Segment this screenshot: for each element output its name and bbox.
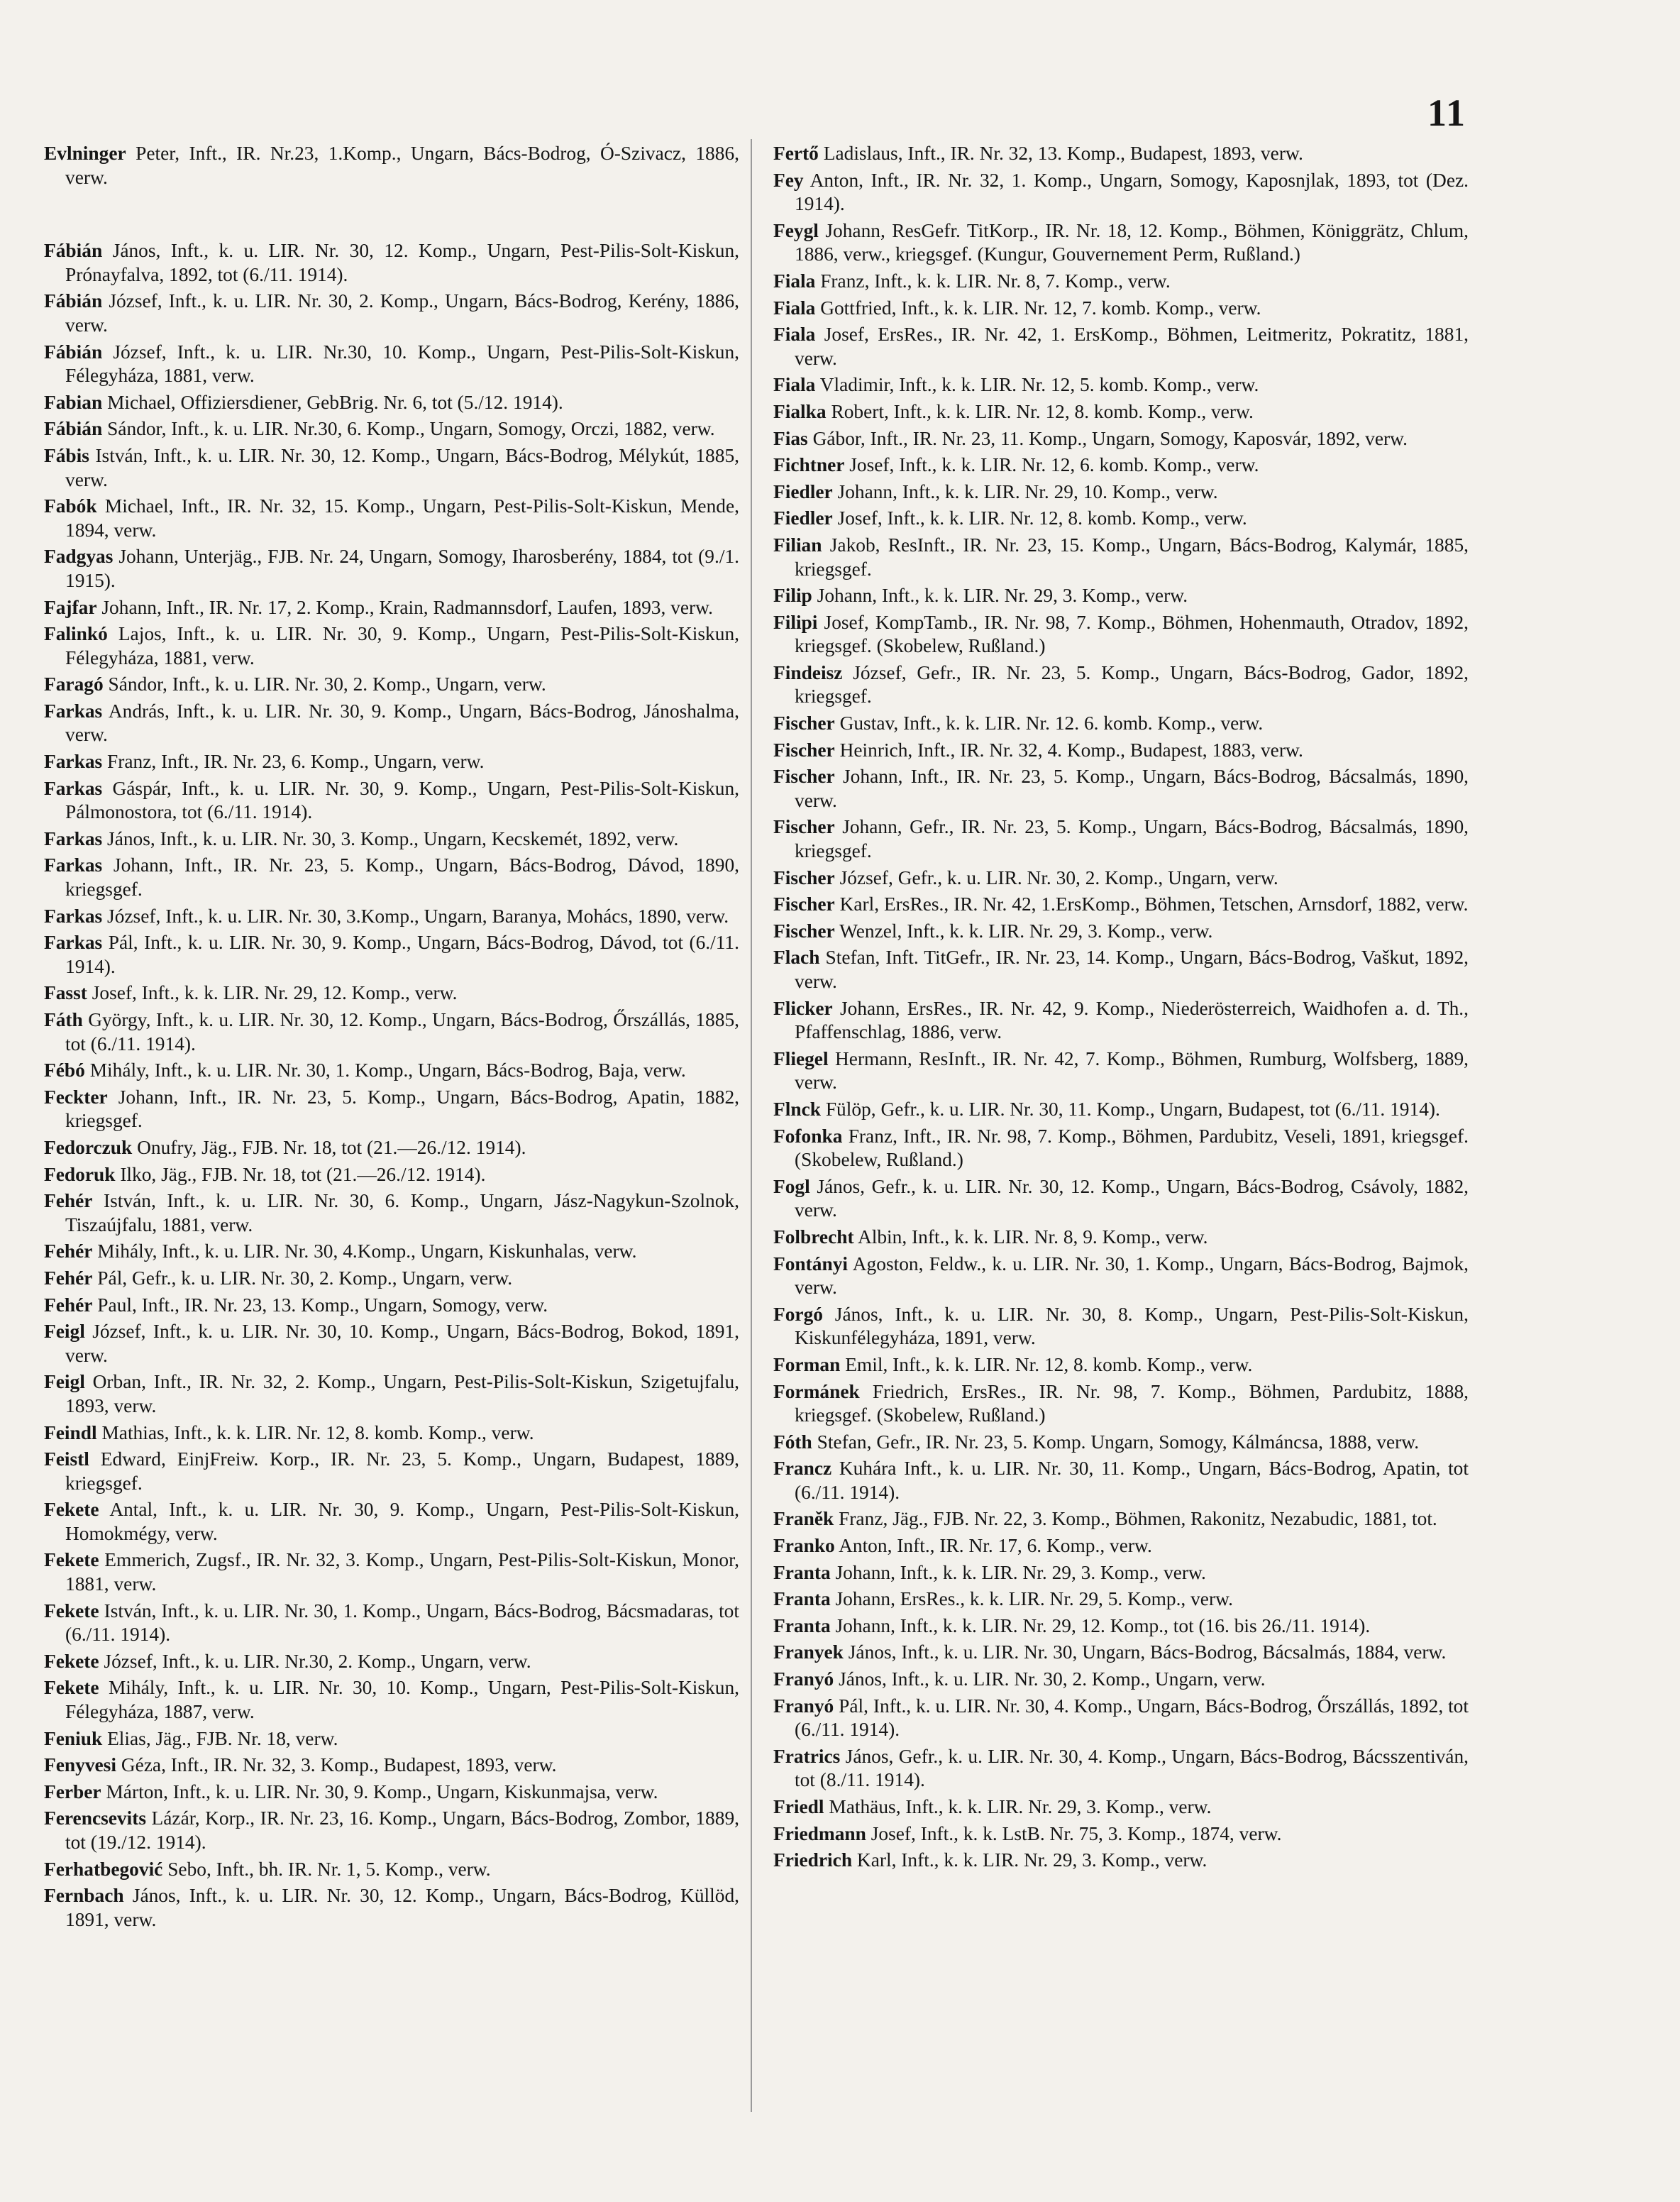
register-entry	[773, 1175, 1469, 1223]
entry-surname: Francz	[773, 1458, 832, 1480]
entry-details: János, Inft., k. u. LIR. Nr. 30, 8. Komp., Ungarn, Pest-Pilis-Solt-Kiskun, Kiskunfélegyháza, 1891, verw.	[795, 1303, 1469, 1349]
entry-surname: Fajfar	[44, 596, 97, 618]
register-entry	[773, 815, 1469, 863]
entry-details: Stefan, Gefr., IR. Nr. 23, 5. Komp. Ungarn, Somogy, Kálmáncsa, 1888, verw.	[817, 1431, 1420, 1453]
entry-surname: Fekete	[44, 1677, 99, 1699]
register-entry	[44, 1240, 739, 1264]
register-entry	[44, 1498, 739, 1546]
register-entry	[773, 1614, 1469, 1639]
register-entry	[44, 981, 739, 1006]
entry-surname: Fábián	[44, 240, 103, 262]
entry-details: Friedrich, ErsRes., IR. Nr. 98, 7. Komp., Böhmen, Pardubitz, 1888, kriegsgef. (Skobelew, Rußland.)	[795, 1380, 1469, 1426]
entry-details: Johann, Gefr., IR. Nr. 23, 5. Komp., Ungarn, Bács-Bodrog, Bácsalmás, 1890, kriegsgef.	[795, 816, 1469, 862]
entry-surname: Fehér	[44, 1240, 93, 1262]
register-entry	[44, 596, 739, 620]
register-entry	[773, 1047, 1469, 1095]
entry-surname: Fóth	[773, 1431, 812, 1453]
entry-surname: Farkas	[44, 932, 103, 954]
entry-details: Lázár, Korp., IR. Nr. 23, 16. Komp., Ungarn, Bács-Bodrog, Zombor, 1889, tot (19./12. 1914).	[65, 1807, 739, 1853]
entry-surname: Feckter	[44, 1086, 108, 1108]
register-entry	[773, 453, 1469, 478]
entry-details: Albin, Inft., k. k. LIR. Nr. 8, 9. Komp., verw.	[857, 1226, 1208, 1248]
register-entry	[44, 1136, 739, 1160]
register-entry	[44, 1676, 739, 1724]
register-entry	[773, 1353, 1469, 1377]
entry-details: Emil, Inft., k. k. LIR. Nr. 12, 8. komb. Komp., verw.	[845, 1353, 1253, 1375]
entry-details: Edward, EinjFreiw. Korp., IR. Nr. 23, 5. Komp., Ungarn, Budapest, 1889, kriegsgef.	[65, 1448, 739, 1494]
entry-details: Sándor, Inft., k. u. LIR. Nr.30, 6. Komp., Ungarn, Somogy, Orczi, 1882, verw.	[107, 418, 715, 440]
entry-details: Johann, Inft., k. k. LIR. Nr. 29, 3. Komp., verw.	[835, 1561, 1206, 1583]
entry-details: János, Inft., k. u. LIR. Nr. 30, 2. Komp., Ungarn, verw.	[839, 1668, 1266, 1690]
entry-details: Franz, Jäg., FJB. Nr. 22, 3. Komp., Böhmen, Rakonitz, Nezabudic, 1881, tot.	[839, 1508, 1437, 1530]
register-entry	[44, 622, 739, 670]
register-entry	[773, 1745, 1469, 1793]
register-entry	[773, 323, 1469, 370]
register-entry	[773, 1668, 1469, 1692]
entry-details: Anton, Inft., IR. Nr. 17, 6. Komp., verw.	[839, 1535, 1152, 1557]
entry-surname: Fratrics	[773, 1745, 841, 1767]
entry-details: János, Gefr., k. u. LIR. Nr. 30, 4. Komp., Ungarn, Bács-Bodrog, Bácsszentiván, tot (8./11. 1914).	[795, 1745, 1469, 1791]
entry-details: Josef, ErsRes., IR. Nr. 42, 1. ErsKomp., Böhmen, Leitmeritz, Pokratitz, 1881, verw.	[795, 324, 1469, 369]
entry-surname: Fischer	[773, 920, 835, 942]
entry-details: Anton, Inft., IR. Nr. 32, 1. Komp., Ungarn, Somogy, Kaposnjlak, 1893, tot (Dez. 1914).	[795, 169, 1469, 215]
register-entry	[44, 1548, 739, 1596]
entry-surname: Fialka	[773, 400, 827, 422]
register-entry	[44, 1780, 739, 1805]
entry-surname: Fogl	[773, 1175, 810, 1197]
entry-details: János, Inft., k. u. LIR. Nr. 30, 3. Komp., Ungarn, Kecskemét, 1892, verw.	[107, 827, 679, 849]
entry-surname: Fekete	[44, 1650, 99, 1672]
register-entry	[44, 1807, 739, 1854]
entry-details: Robert, Inft., k. k. LIR. Nr. 12, 8. komb. Komp., verw.	[831, 400, 1254, 422]
entry-details: Michael, Inft., IR. Nr. 32, 15. Komp., Ungarn, Pest-Pilis-Solt-Kiskun, Mende, 1894, verw.	[65, 495, 739, 541]
entry-surname: Feindl	[44, 1421, 97, 1443]
register-entry	[773, 373, 1469, 397]
register-entry	[773, 427, 1469, 451]
left-column	[44, 142, 739, 1934]
entry-details: Johann, ErsRes., k. k. LIR. Nr. 29, 5. Komp., verw.	[835, 1588, 1233, 1610]
register-entry	[773, 480, 1469, 505]
entry-details: Emmerich, Zugsf., IR. Nr. 32, 3. Komp., Ungarn, Pest-Pilis-Solt-Kiskun, Monor, 1881, verw.	[65, 1549, 739, 1595]
entry-surname: Fofonka	[773, 1125, 843, 1147]
entry-surname: Fiala	[773, 270, 816, 292]
entry-surname: Feigl	[44, 1371, 85, 1393]
entry-details: Stefan, Inft. TitGefr., IR. Nr. 23, 14. Komp., Ungarn, Bács-Bodrog, Vaškut, 1892, verw.	[795, 947, 1469, 992]
register-entry	[773, 1641, 1469, 1665]
entry-surname: Fey	[773, 169, 804, 191]
entry-details: Karl, Inft., k. k. LIR. Nr. 29, 3. Komp., verw.	[856, 1849, 1208, 1871]
register-entry	[773, 297, 1469, 321]
register-entry	[44, 1189, 739, 1237]
entry-details: Johann, Unterjäg., FJB. Nr. 24, Ungarn, Somogy, Iharosberény, 1884, tot (9./1. 1915).	[65, 546, 739, 591]
entry-details: Fülöp, Gefr., k. u. LIR. Nr. 30, 11. Komp., Ungarn, Budapest, tot (6./11. 1914).	[825, 1098, 1440, 1120]
register-entry	[44, 931, 739, 979]
register-entry	[773, 1125, 1469, 1172]
entry-surname: Franyek	[773, 1641, 844, 1663]
register-entry	[44, 1008, 739, 1056]
entry-surname: Fábián	[44, 418, 103, 440]
register-entry	[773, 1587, 1469, 1612]
entry-details: Karl, ErsRes., IR. Nr. 42, 1.ErsKomp., Böhmen, Tetschen, Arnsdorf, 1882, verw.	[839, 893, 1469, 915]
entry-details: Franz, Inft., IR. Nr. 23, 6. Komp., Ungarn, verw.	[107, 751, 485, 773]
register-entry	[773, 893, 1469, 917]
entry-details: Josef, Inft., k. k. LIR. Nr. 29, 12. Komp., verw.	[92, 982, 458, 1004]
entry-surname: Fehér	[44, 1190, 93, 1212]
entry-details: Mathias, Inft., k. k. LIR. Nr. 12, 8. komb. Komp., verw.	[101, 1421, 534, 1443]
entry-details: Márton, Inft., k. u. LIR. Nr. 30, 9. Komp., Ungarn, Kiskunmajsa, verw.	[106, 1780, 658, 1802]
entry-details: Johann, Inft., IR. Nr. 17, 2. Komp., Krain, Radmannsdorf, Laufen, 1893, verw.	[101, 596, 714, 618]
entry-details: István, Inft., k. u. LIR. Nr. 30, 6. Komp., Ungarn, Jász-Nagykun-Szolnok, Tiszaújfalu, 1881, verw.	[65, 1190, 739, 1235]
entry-surname: Fiala	[773, 324, 816, 346]
register-entry	[773, 1822, 1469, 1846]
entry-details: Lajos, Inft., k. u. LIR. Nr. 30, 9. Komp., Ungarn, Pest-Pilis-Solt-Kiskun, Félegyháza, 1881, verw.	[65, 623, 739, 668]
entry-details: Josef, KompTamb., IR. Nr. 98, 7. Komp., Böhmen, Hohenmauth, Otradov, 1892, kriegsgef. (Skobelew, Rußland.)	[795, 611, 1469, 657]
register-entry	[44, 239, 739, 287]
entry-surname: Farkas	[44, 700, 103, 722]
entry-details: Michael, Offiziersdiener, GebBrig. Nr. 6, tot (5./12. 1914).	[107, 391, 563, 413]
register-entry	[773, 1534, 1469, 1558]
register-entry	[773, 142, 1469, 166]
register-entry	[44, 1267, 739, 1291]
entry-surname: Fischer	[773, 766, 835, 788]
entry-surname: Fedorczuk	[44, 1136, 133, 1158]
column-divider	[751, 139, 752, 2112]
entry-surname: Fasst	[44, 982, 87, 1004]
register-entry	[44, 341, 739, 388]
register-entry	[773, 739, 1469, 763]
register-entry	[773, 1695, 1469, 1742]
entry-surname: Fischer	[773, 866, 835, 888]
register-entry	[773, 169, 1469, 216]
entry-details: Johann, ErsRes., IR. Nr. 42, 9. Komp., Niederösterreich, Waidhofen a. d. Th., Pfaffenschlag, 1886, verw.	[795, 997, 1469, 1043]
entry-surname: Fehér	[44, 1267, 93, 1289]
entry-details: Mihály, Inft., k. u. LIR. Nr. 30, 10. Komp., Ungarn, Pest-Pilis-Solt-Kiskun, Félegyháza, 1887, verw.	[65, 1677, 739, 1723]
entry-details: István, Inft., k. u. LIR. Nr. 30, 1. Komp., Ungarn, Bács-Bodrog, Bácsmadaras, tot (6./11. 1914).	[65, 1600, 739, 1646]
register-entry	[44, 1650, 739, 1674]
entry-details: János, Inft., k. u. LIR. Nr. 30, Ungarn, Bács-Bodrog, Bácsalmás, 1884, verw.	[848, 1641, 1447, 1663]
register-entry	[44, 1754, 739, 1778]
entry-surname: Farkas	[44, 854, 103, 876]
register-entry	[44, 673, 739, 697]
entry-details: Elias, Jäg., FJB. Nr. 18, verw.	[107, 1727, 338, 1749]
entry-surname: Fischer	[773, 816, 835, 838]
register-entry	[44, 1858, 739, 1882]
register-entry	[44, 142, 739, 189]
entry-surname: Fekete	[44, 1600, 99, 1622]
entry-surname: Fliegel	[773, 1047, 829, 1069]
register-entry	[773, 946, 1469, 993]
entry-surname: Filipi	[773, 611, 818, 633]
entry-surname: Fenyvesi	[44, 1754, 116, 1776]
entry-surname: Fáth	[44, 1009, 83, 1030]
register-entry	[773, 1253, 1469, 1300]
register-entry	[773, 765, 1469, 813]
entry-surname: Fábián	[44, 290, 103, 312]
register-entry	[773, 1098, 1469, 1122]
entry-surname: Forgó	[773, 1303, 823, 1325]
register-entry	[773, 534, 1469, 581]
register-entry	[44, 827, 739, 852]
register-entry	[44, 905, 739, 929]
entry-surname: Franko	[773, 1535, 835, 1557]
entry-surname: Fischer	[773, 739, 835, 761]
entry-details: József, Gefr., IR. Nr. 23, 5. Komp., Ungarn, Bács-Bodrog, Gador, 1892, kriegsgef.	[795, 661, 1469, 708]
entry-details: Jakob, ResInft., IR. Nr. 23, 15. Komp., Ungarn, Bács-Bodrog, Kalymár, 1885, kriegsgef.	[795, 534, 1469, 580]
register-entry	[773, 584, 1469, 608]
entry-surname: Formánek	[773, 1380, 860, 1402]
entry-details: József, Inft., k. u. LIR. Nr. 30, 2. Komp., Ungarn, Bács-Bodrog, Kerény, 1886, verw.	[65, 290, 739, 336]
entry-details: Gáspár, Inft., k. u. LIR. Nr. 30, 9. Komp., Ungarn, Pest-Pilis-Solt-Kiskun, Pálmonostora, tot (6./11. 1914).	[65, 777, 739, 823]
entry-details: József, Inft., k. u. LIR. Nr. 30, 3.Komp., Ungarn, Baranya, Mohács, 1890, verw.	[107, 905, 729, 927]
register-entry	[773, 1431, 1469, 1455]
entry-surname: Fernbach	[44, 1885, 124, 1907]
entry-surname: Farkas	[44, 777, 103, 799]
register-entry	[773, 661, 1469, 709]
register-entry	[773, 611, 1469, 659]
entry-surname: Franta	[773, 1561, 831, 1583]
entry-details: Onufry, Jäg., FJB. Nr. 18, tot (21.—26./12. 1914).	[137, 1136, 526, 1158]
entry-surname: Flnck	[773, 1098, 821, 1120]
entry-details: János, Inft., k. u. LIR. Nr. 30, 12. Komp., Ungarn, Bács-Bodrog, Küllöd, 1891, verw.	[65, 1885, 739, 1930]
entry-details: Antal, Inft., k. u. LIR. Nr. 30, 9. Komp., Ungarn, Pest-Pilis-Solt-Kiskun, Homokmégy, verw.	[65, 1499, 739, 1544]
register-entry	[44, 1727, 739, 1751]
entry-surname: Fertő	[773, 143, 819, 164]
register-entry	[44, 1320, 739, 1367]
entry-details: Johann, Inft., IR. Nr. 23, 5. Komp., Ungarn, Bács-Bodrog, Bácsalmás, 1890, verw.	[795, 766, 1469, 811]
entry-details: Gábor, Inft., IR. Nr. 23, 11. Komp., Ungarn, Somogy, Kaposvár, 1892, verw.	[812, 427, 1408, 449]
entry-details: Sebo, Inft., bh. IR. Nr. 1, 5. Komp., verw.	[167, 1858, 491, 1880]
register-entry	[773, 712, 1469, 736]
entry-details: Géza, Inft., IR. Nr. 32, 3. Komp., Budapest, 1893, verw.	[121, 1754, 557, 1776]
entry-surname: Feistl	[44, 1448, 89, 1470]
register-entry	[773, 1507, 1469, 1531]
entry-surname: Filip	[773, 585, 812, 607]
register-entry	[773, 1795, 1469, 1820]
entry-details: Gustav, Inft., k. k. LIR. Nr. 12. 6. komb. Komp., verw.	[839, 712, 1264, 734]
entry-surname: Friedl	[773, 1796, 824, 1817]
register-entry	[44, 854, 739, 901]
entry-details: István, Inft., k. u. LIR. Nr. 30, 12. Komp., Ungarn, Bács-Bodrog, Mélykút, 1885, verw.	[65, 444, 739, 490]
entry-details: András, Inft., k. u. LIR. Nr. 30, 9. Komp., Ungarn, Bács-Bodrog, Jánoshalma, verw.	[65, 700, 739, 746]
entry-surname: Farkas	[44, 905, 103, 927]
register-entry	[44, 777, 739, 825]
entry-surname: Farkas	[44, 827, 103, 849]
register-entry	[773, 1380, 1469, 1428]
entry-details: Gottfried, Inft., k. k. LIR. Nr. 12, 7. komb. Komp., verw.	[820, 297, 1261, 319]
entry-details: Orban, Inft., IR. Nr. 32, 2. Komp., Ungarn, Pest-Pilis-Solt-Kiskun, Szigetujfalu, 1893, verw.	[65, 1371, 740, 1416]
entry-details: Pál, Inft., k. u. LIR. Nr. 30, 4. Komp., Ungarn, Bács-Bodrog, Őrszállás, 1892, tot (6./11. 1914).	[795, 1695, 1469, 1741]
register-entry	[773, 270, 1469, 294]
entry-surname: Ferhatbegović	[44, 1858, 163, 1880]
entry-surname: Fabian	[44, 391, 103, 413]
entry-surname: Friedrich	[773, 1849, 853, 1871]
register-entry	[773, 920, 1469, 944]
register-entry	[773, 997, 1469, 1045]
entry-details: Johann, Inft., k. k. LIR. Nr. 29, 12. Komp., tot (16. bis 26./11. 1914).	[835, 1614, 1371, 1636]
register-entry	[44, 495, 739, 542]
entry-details: Agoston, Feldw., k. u. LIR. Nr. 30, 1. Komp., Ungarn, Bács-Bodrog, Bajmok, verw.	[795, 1253, 1469, 1299]
entry-surname: Feygl	[773, 219, 819, 241]
entry-surname: Filian	[773, 534, 822, 556]
entry-details: Ladislaus, Inft., IR. Nr. 32, 13. Komp., Budapest, 1893, verw.	[823, 143, 1303, 164]
entry-surname: Flicker	[773, 997, 833, 1019]
entry-surname: Fehér	[44, 1294, 93, 1316]
entry-surname: Fekete	[44, 1499, 99, 1521]
entry-details: Johann, ResGefr. TitKorp., IR. Nr. 18, 12. Komp., Böhmen, Königgrätz, Chlum, 1886, verw., kriegsgef. (Kungur, Gouvernement Perm, Rußland.)	[795, 219, 1469, 265]
register-entry	[44, 700, 739, 747]
entry-details: Ilko, Jäg., FJB. Nr. 18, tot (21.—26./12. 1914).	[120, 1163, 486, 1185]
entry-surname: Findeisz	[773, 661, 843, 683]
entry-details: Johann, Inft., IR. Nr. 23, 5. Komp., Ungarn, Bács-Bodrog, Apatin, 1882, kriegsgef.	[65, 1086, 739, 1132]
entry-surname: Franta	[773, 1614, 831, 1636]
register-entry	[44, 1370, 739, 1418]
register-entry	[773, 219, 1469, 267]
entry-surname: Fias	[773, 427, 808, 449]
entry-details: József, Inft., k. u. LIR. Nr.30, 2. Komp., Ungarn, verw.	[104, 1650, 531, 1672]
entry-details: Johann, Inft., IR. Nr. 23, 5. Komp., Ungarn, Bács-Bodrog, Dávod, 1890, kriegsgef.	[65, 854, 739, 901]
entry-surname: Fischer	[773, 712, 835, 734]
entry-surname: Fábián	[44, 341, 103, 363]
entry-surname: Ferber	[44, 1780, 101, 1802]
register-entry	[44, 417, 739, 441]
register-entry	[44, 1163, 739, 1187]
entry-details: Wenzel, Inft., k. k. LIR. Nr. 29, 3. Komp., verw.	[839, 920, 1213, 942]
register-entry	[44, 750, 739, 774]
entry-surname: Franta	[773, 1588, 831, 1610]
entry-surname: Feniuk	[44, 1727, 103, 1749]
entry-surname: Fiala	[773, 374, 816, 396]
entry-details: József, Gefr., k. u. LIR. Nr. 30, 2. Komp., Ungarn, verw.	[839, 866, 1278, 888]
register-entry	[773, 1226, 1469, 1250]
entry-details: József, Inft., k. u. LIR. Nr. 30, 10. Komp., Ungarn, Bács-Bodrog, Bokod, 1891, verw.	[65, 1321, 739, 1366]
register-entry	[44, 1448, 739, 1495]
entry-details: János, Gefr., k. u. LIR. Nr. 30, 12. Komp., Ungarn, Bács-Bodrog, Csávoly, 1882, verw.	[795, 1175, 1469, 1221]
register-entry	[44, 1059, 739, 1083]
entry-details: Paul, Inft., IR. Nr. 23, 13. Komp., Ungarn, Somogy, verw.	[97, 1294, 548, 1316]
entry-surname: Fekete	[44, 1549, 99, 1571]
entry-details: Hermann, ResInft., IR. Nr. 42, 7. Komp., Böhmen, Rumburg, Wolfsberg, 1889, verw.	[795, 1047, 1469, 1094]
register-entry	[773, 1849, 1469, 1873]
entry-details: Kuhára Inft., k. u. LIR. Nr. 30, 11. Komp., Ungarn, Bács-Bodrog, Apatin, tot (6./11. 1914).	[795, 1458, 1469, 1503]
right-column	[773, 142, 1469, 1876]
entry-details: Franz, Inft., IR. Nr. 98, 7. Komp., Böhmen, Pardubitz, Veseli, 1891, kriegsgef. (Skobelew, Rußland.)	[795, 1125, 1469, 1171]
register-entry	[773, 1561, 1469, 1585]
entry-surname: Forman	[773, 1353, 841, 1375]
entry-surname: Fontányi	[773, 1253, 849, 1275]
entry-details: János, Inft., k. u. LIR. Nr. 30, 12. Komp., Ungarn, Pest-Pilis-Solt-Kiskun, Prónayfalva, 1892, tot (6./11. 1914).	[65, 240, 739, 285]
entry-details: Franz, Inft., k. k. LIR. Nr. 8, 7. Komp., verw.	[820, 270, 1171, 292]
entry-details: Heinrich, Inft., IR. Nr. 32, 4. Komp., Budapest, 1883, verw.	[839, 739, 1303, 761]
entry-surname: Fábis	[44, 444, 89, 466]
entry-details: György, Inft., k. u. LIR. Nr. 30, 12. Komp., Ungarn, Bács-Bodrog, Őrszállás, 1885, tot (6./11. 1914).	[65, 1009, 739, 1055]
entry-surname: Fichtner	[773, 454, 845, 476]
register-entry	[773, 400, 1469, 424]
entry-details: József, Inft., k. u. LIR. Nr.30, 10. Komp., Ungarn, Pest-Pilis-Solt-Kiskun, Félegyháza, 1881, verw.	[65, 341, 740, 387]
register-entry	[44, 1294, 739, 1318]
register-entry	[773, 1457, 1469, 1504]
register-entry	[44, 1884, 739, 1932]
entry-details: Mihály, Inft., k. u. LIR. Nr. 30, 4.Komp., Ungarn, Kiskunhalas, verw.	[97, 1240, 637, 1262]
entry-surname: Ferencsevits	[44, 1807, 147, 1829]
register-entry	[44, 545, 739, 593]
entry-surname: Fiedler	[773, 480, 833, 502]
entry-details: Johann, Inft., k. k. LIR. Nr. 29, 10. Komp., verw.	[837, 480, 1218, 502]
entry-surname: Feigl	[44, 1321, 85, 1343]
entry-details: Pál, Inft., k. u. LIR. Nr. 30, 9. Komp., Ungarn, Bács-Bodrog, Dávod, tot (6./11. 1914).	[65, 932, 739, 977]
page-number: 11	[1427, 92, 1467, 134]
entry-details: Mihály, Inft., k. u. LIR. Nr. 30, 1. Komp., Ungarn, Bács-Bodrog, Baja, verw.	[89, 1059, 686, 1081]
entry-details: Pál, Gefr., k. u. LIR. Nr. 30, 2. Komp., Ungarn, verw.	[97, 1267, 513, 1289]
entry-details: Mathäus, Inft., k. k. LIR. Nr. 29, 3. Komp., verw.	[829, 1796, 1212, 1817]
entry-details: Josef, Inft., k. k. LIR. Nr. 12, 6. komb. Komp., verw.	[849, 454, 1259, 476]
entry-surname: Evlninger	[44, 143, 126, 164]
entry-surname: Fischer	[773, 893, 835, 915]
entry-surname: Fedoruk	[44, 1163, 116, 1185]
entry-surname: Franěk	[773, 1508, 834, 1530]
entry-details: Johann, Inft., k. k. LIR. Nr. 29, 3. Komp., verw.	[817, 585, 1188, 607]
entry-surname: Fadgyas	[44, 546, 114, 568]
entry-surname: Folbrecht	[773, 1226, 854, 1248]
register-entry	[44, 1600, 739, 1647]
entry-surname: Franyó	[773, 1695, 834, 1717]
register-entry	[44, 444, 739, 492]
entry-surname: Fiala	[773, 297, 816, 319]
entry-surname: Franyó	[773, 1668, 834, 1690]
entry-surname: Friedmann	[773, 1822, 866, 1844]
register-entry	[773, 866, 1469, 891]
entry-surname: Fiedler	[773, 507, 833, 529]
register-entry	[44, 1086, 739, 1133]
register-entry	[44, 391, 739, 415]
register-entry	[44, 290, 739, 337]
entry-details: Josef, Inft., k. k. LIR. Nr. 12, 8. komb. Komp., verw.	[837, 507, 1247, 529]
entry-surname: Farkas	[44, 751, 103, 773]
entry-surname: Fabók	[44, 495, 97, 517]
entry-surname: Fébó	[44, 1059, 85, 1081]
register-entry	[773, 507, 1469, 531]
register-entry	[44, 1421, 739, 1446]
entry-details: Peter, Inft., IR. Nr.23, 1.Komp., Ungarn, Bács-Bodrog, Ó-Szivacz, 1886, verw.	[65, 143, 739, 188]
entry-details: Josef, Inft., k. k. LstB. Nr. 75, 3. Komp., 1874, verw.	[871, 1822, 1282, 1844]
entry-details: Vladimir, Inft., k. k. LIR. Nr. 12, 5. komb. Komp., verw.	[819, 374, 1259, 396]
register-entry	[773, 1303, 1469, 1350]
entry-surname: Flach	[773, 947, 820, 969]
entry-surname: Faragó	[44, 673, 104, 695]
entry-surname: Falinkó	[44, 623, 108, 645]
entry-details: Sándor, Inft., k. u. LIR. Nr. 30, 2. Komp., Ungarn, verw.	[108, 673, 546, 695]
